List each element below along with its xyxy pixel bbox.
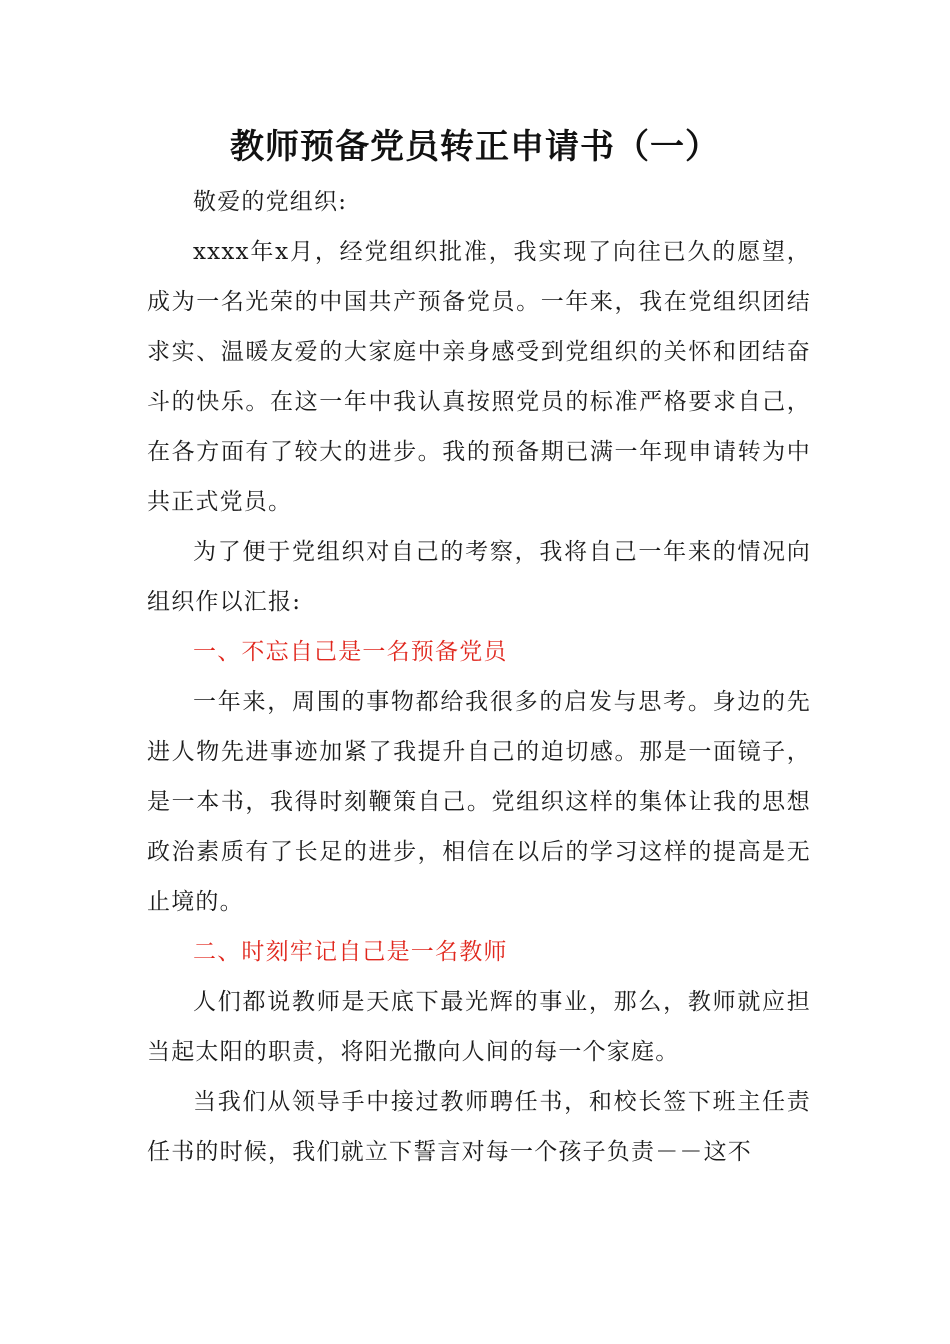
paragraph-intro: xxxx年x月，经党组织批准，我实现了向往已久的愿望，成为一名光荣的中国共产预备党员。一年来，我在党组织团结求实、温暖友爱的大家庭中亲身感受到党组织的关怀和团结奋斗的快乐。在这一年中我认真按照党员的标准严格要求自己，在各方面有了较大的进步。我的预备期已满一年现申请转为中共正式党员。 — [147, 239, 811, 515]
document-body — [147, 177, 811, 1177]
section-2-paragraph-1: 人们都说教师是天底下最光辉的事业，那么，教师就应担当起太阳的职责，将阳光撒向人间的每一个家庭。 — [147, 989, 811, 1065]
salutation: 敬爱的党组织: — [193, 189, 348, 215]
paragraph-report: 为了便于党组织对自己的考察，我将自己一年来的情况向组织作以汇报: — [147, 539, 811, 615]
section-heading-1: 一、不忘自己是一名预备党员 — [193, 639, 508, 665]
section-2-paragraph-2: 当我们从领导手中接过教师聘任书，和校长签下班主任责任书的时候，我们就立下誓言对每一个孩子负责－－这不 — [147, 1089, 811, 1165]
section-1-paragraph: 一年来，周围的事物都给我很多的启发与思考。身边的先进人物先进事迹加紧了我提升自己的迫切感。那是一面镜子，是一本书，我得时刻鞭策自己。党组织这样的集体让我的思想政治素质有了长足的进步，相信在以后的学习这样的提高是无止境的。 — [147, 689, 811, 915]
section-heading-2: 二、时刻牢记自己是一名教师 — [193, 939, 508, 965]
document-title: 教师预备党员转正申请书（一） — [230, 127, 720, 167]
